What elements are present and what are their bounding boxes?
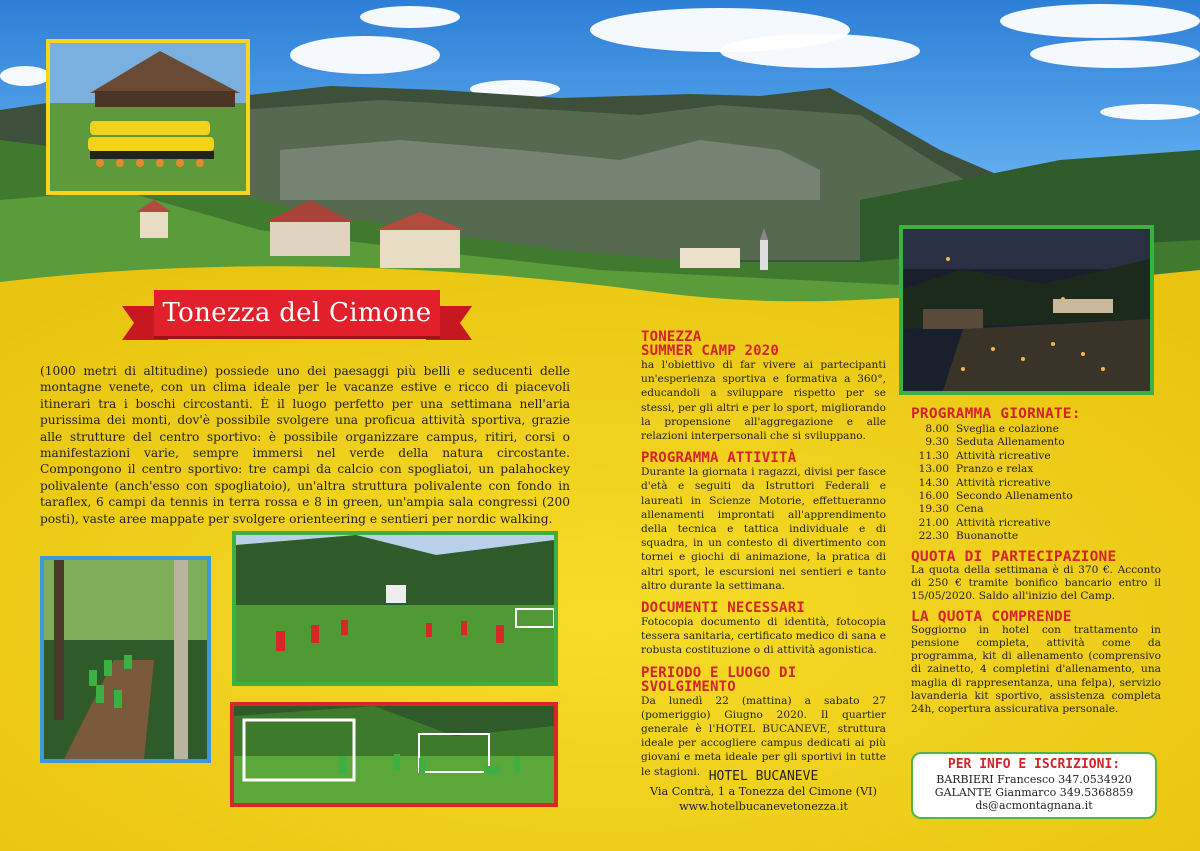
intro-paragraph: (1000 metri di altitudine) possiede uno dei paesaggi più belli e seducenti delle montagne venete, con un clima ideale per le vacanze estive e ricco di piacevoli itinerari tra i boschi circostanti. È il luogo perfetto per una settimana nell'aria purissima dei monti, dov'è possibile svolgere una proficua attività sportiva, grazie alle strutture del centro sportivo: è possibile organizzare campus, ritiri, corsi o manifestazioni varie, sempre immersi nel verde della natura circostante. Compongono il centro sportivo: tre campi da calcio con spogliatoi, un palahockey polivalente (anch'esso con spogliatoio), un'altra struttura polivalente con fondo in taraflex, 6 campi da tennis in terra rossa e 8 in green, un'ampia sala congressi (200 posti), vaste aree mappate per svolgere orienteering e sentieri per nordic walking. — [40, 364, 570, 526]
documenti-heading: DOCUMENTI NECESSARI — [641, 600, 805, 617]
schedule-activity: Pranzo e relax — [956, 463, 1034, 476]
schedule-item — [911, 503, 1161, 516]
schedule-activity: Sveglia e colazione — [956, 423, 1059, 435]
schedule-activity: Attività ricreative — [956, 449, 1051, 462]
football-training-photo — [232, 531, 558, 686]
summer-camp-text: ha l'obiettivo di far vivere ai partecipanti un'esperienza sportiva e formativa a 360°, educandoli a sviluppare rispetto per se stessi, per gli altri e per lo sport, migliorando la propensione all'aggregazione e alle relazioni interpersonali che si sviluppano. — [641, 359, 886, 443]
forest-walk-photo — [40, 556, 211, 763]
quota-section — [911, 550, 1161, 604]
periodo-heading-line1: PERIODO E LUOGO DI — [641, 664, 797, 681]
contact-barbieri: BARBIERI Francesco 347.0534920 — [936, 773, 1132, 786]
schedule-time: 19.30 — [918, 503, 949, 516]
schedule-time: 22.30 — [918, 530, 949, 543]
schedule-time: 11.30 — [918, 449, 949, 462]
schedule-activity: Buonanotte — [956, 530, 1019, 543]
hotel-address: Via Contrà, 1 a Tonezza del Cimone (VI) — [650, 785, 877, 798]
night-view-photo — [899, 225, 1154, 395]
schedule-activity: Seduta Allenamento — [956, 436, 1065, 449]
quota-text: La quota della settimana è di 370 €. Acconto di 250 € tramite bonifico bancario entro il 15/05/2020. Saldo all'inizio del Camp. — [911, 563, 1161, 603]
schedule-item — [911, 530, 1161, 543]
title-banner — [122, 290, 472, 344]
right-column — [911, 407, 1161, 723]
documenti-text: Fotocopia documento di identità, fotocopia tessera sanitaria, certificato medico di sana e robusta costituzione o di attività agonistica. — [641, 616, 886, 657]
middle-column — [641, 330, 886, 787]
schedule-activity: Attività ricreative — [956, 476, 1051, 489]
schedule-time: 21.00 — [918, 516, 949, 529]
info-box — [911, 752, 1157, 819]
quota-heading: QUOTA DI PARTECIPAZIONE — [911, 548, 1117, 565]
comprende-section — [911, 610, 1161, 717]
summer-camp-heading-line1: TONEZZA — [641, 329, 702, 345]
schedule-list — [911, 423, 1161, 544]
periodo-heading-line2: SVOLGIMENTO — [641, 678, 736, 695]
periodo-section — [641, 666, 886, 779]
hotel-block — [641, 769, 886, 814]
schedule-item — [911, 517, 1161, 530]
programma-attivita-heading: PROGRAMMA ATTIVITÀ — [641, 450, 797, 467]
schedule-item — [911, 436, 1161, 449]
summer-camp-section — [641, 330, 886, 443]
schedule-activity: Cena — [956, 503, 984, 516]
page-title: Tonezza del Cimone — [162, 298, 432, 328]
schedule-activity: Attività ricreative — [956, 516, 1051, 529]
hotel-name: HOTEL BUCANEVE — [708, 769, 819, 784]
programma-giornate-heading: PROGRAMMA GIORNATE: — [911, 406, 1081, 422]
schedule-item — [911, 463, 1161, 476]
team-photo — [46, 39, 250, 195]
programma-attivita-text: Durante la giornata i ragazzi, divisi per fasce d'età e seguiti da Istruttori Federali e laureati in Scienze Motorie, effettueranno allenamenti improntati all'apprendimento della tecnica e tattica individuale e di squadra, in un contesto di divertimento con tornei e giochi di animazione, la pratica di altri sport, le escursioni nei sentieri e tanto altro durante la settimana. — [641, 466, 886, 592]
hotel-website[interactable]: www.hotelbucanevetonezza.it — [679, 800, 848, 813]
banner-ribbon — [154, 290, 440, 336]
contact-email[interactable]: ds@acmontagnana.it — [975, 799, 1093, 812]
schedule-item — [911, 477, 1161, 490]
schedule-activity: Secondo Allenamento — [956, 490, 1073, 503]
periodo-text: Da lunedì 22 (mattina) a sabato 27 (pomeriggio) Giugno 2020. Il quartier generale è l'HOTEL BUCANEVE, struttura ideale per accogliere campus dedicati ai più giovani e meta ideale per gli sportivi in tutte le stagioni. — [641, 694, 886, 778]
documenti-section — [641, 601, 886, 658]
schedule-time: 9.30 — [925, 436, 949, 449]
schedule-item — [911, 490, 1161, 503]
programma-giornate-section — [911, 407, 1161, 544]
comprende-text: Soggiorno in hotel con trattamento in pensione completa, attività come da programma, kit di allenamento (comprensivo di zainetto, 4 completini d'allenamento, una maglia di rappresentanza, una felpa), servizio lavanderia kit sportivo, assistenza completa 24h, copertura assicurativa personale. — [911, 623, 1161, 716]
schedule-time: 8.00 — [925, 423, 949, 435]
schedule-item — [911, 450, 1161, 463]
summer-camp-heading — [641, 330, 886, 358]
summer-camp-heading-line2: SUMMER CAMP 2020 — [641, 343, 780, 359]
info-heading: PER INFO E ISCRIZIONI: — [947, 757, 1121, 772]
comprende-heading: LA QUOTA COMPRENDE — [911, 608, 1072, 625]
schedule-item — [911, 423, 1161, 436]
schedule-time: 14.30 — [918, 476, 949, 489]
schedule-time: 16.00 — [918, 490, 949, 503]
contact-galante: GALANTE Gianmarco 349.5368859 — [934, 786, 1134, 799]
periodo-heading — [641, 666, 886, 694]
goalkeeper-training-photo — [230, 702, 558, 807]
schedule-time: 13.00 — [918, 463, 949, 476]
programma-attivita-section — [641, 451, 886, 593]
